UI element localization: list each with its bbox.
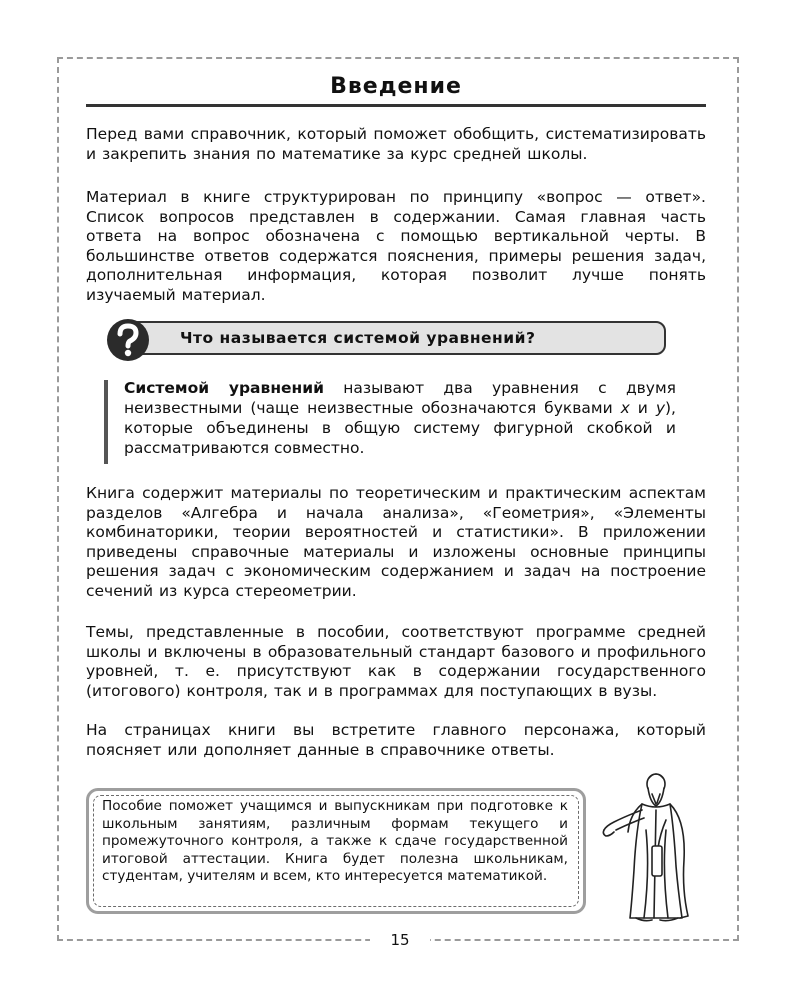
scholar-figure-icon: [600, 770, 704, 924]
question-mark-icon: [104, 318, 156, 362]
title-underline: [86, 104, 706, 107]
intro-paragraph-1: Перед вами справочник, который поможет обобщить, систематизировать и закрепить знания по математике за курс средней школы.: [86, 125, 706, 163]
variable-y: y: [655, 399, 665, 417]
answer-text: [124, 378, 676, 458]
answer-marker-bar: [104, 380, 108, 464]
body-paragraph-2: Темы, представленные в пособии, соответствуют программе средней школы и включены в образовательный стандарт базового и профильного уровней, т. е. присутствуют как в содержании государственного (итогового) контроля, так и в программах для поступающих в вузы.: [86, 623, 706, 700]
body-paragraph-1: Книга содержит материалы по теоретическим и практическим аспектам разделов «Алгебра и начала анализа», «Геометрия», «Элементы комбинаторики, теории вероятностей и статистики». В приложении приведены справочные материалы и изложены основные принципы решения задач с экономическим содержанием и задач на построение сечений из курса стереометрии.: [86, 484, 706, 600]
question-text: Что называется системой уравнений?: [180, 329, 536, 347]
answer-part-1: называют два уравнения с двумя неизвестными (чаще неизвестные обозначаются буквами: [124, 379, 676, 417]
page-title: Введение: [330, 74, 462, 99]
answer-term: Системой уравнений: [124, 379, 324, 397]
body-paragraph-3: На страницах книги вы встретите главного персонажа, который поясняет или дополняет данные в справочнике ответы.: [86, 721, 706, 759]
answer-and: и: [629, 399, 656, 417]
answer-part-2: ), которые объединены в общую систему фигурной скобкой и рассматриваются совместно.: [124, 399, 676, 457]
variable-x: x: [620, 399, 630, 417]
intro-paragraph-2: Материал в книге структурирован по принципу «вопрос — ответ». Список вопросов представлен в содержании. Самая главная часть ответа на вопрос обозначена с помощью вертикальной черты. В большинстве ответов содержатся пояснения, примеры решения задач, дополнительная информация, которая позволит лучше понять изучаемый материал.: [86, 188, 706, 304]
page-number: 15: [370, 928, 430, 952]
callout-text: Пособие поможет учащимся и выпускникам при подготовке к школьным занятиям, различным формам текущего и промежуточного контроля, а также к сдаче государственной итоговой аттестации. Книга будет полезна школьникам, студентам, учителям и всем, кто интересуется математикой.: [102, 798, 568, 884]
